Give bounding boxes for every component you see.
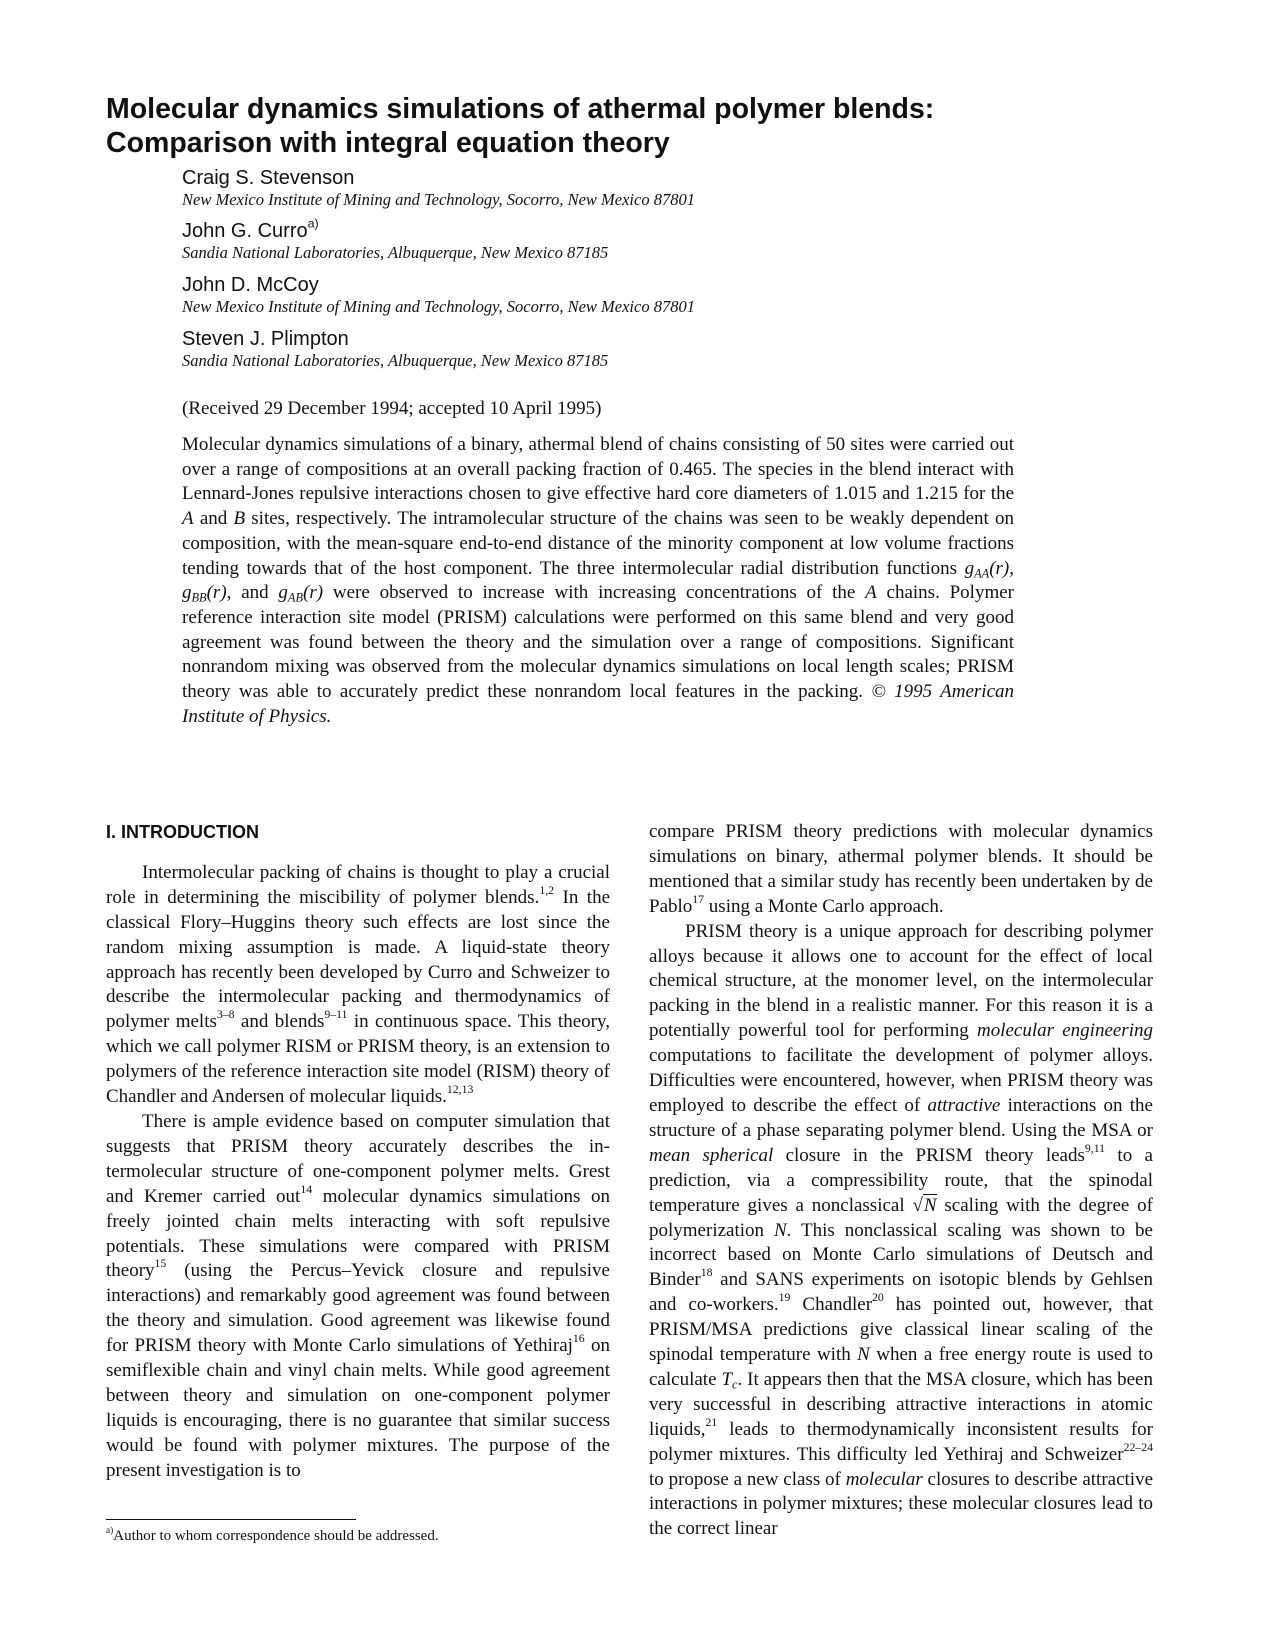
math-t: T: [721, 1368, 733, 1390]
left-column: [106, 820, 610, 1484]
citation: 16: [572, 1332, 585, 1346]
author-block-4: [182, 327, 1082, 371]
citation: 12,13: [446, 1083, 474, 1097]
footnote-mark: a): [106, 1526, 114, 1537]
right-column: [649, 820, 1153, 1542]
citation: 1,2: [539, 883, 555, 897]
author-name: Steven J. Plimpton: [182, 328, 349, 350]
author-block-2: [182, 216, 1082, 263]
footnote-rule: [106, 1519, 356, 1520]
author-affiliation: New Mexico Institute of Mining and Technology, Socorro, New Mexico 87801: [182, 190, 695, 209]
citation: 19: [778, 1291, 791, 1305]
citation: 22–24: [1123, 1440, 1153, 1454]
author-block-3: [182, 273, 1082, 317]
citation: 18: [700, 1266, 713, 1280]
author-name: John D. McCoy: [182, 274, 319, 296]
footnote: [106, 1528, 439, 1545]
citation: 20: [872, 1291, 884, 1305]
math-n: N: [857, 1344, 870, 1366]
author-block-1: [182, 166, 1082, 210]
paragraph: PRISM theory is a unique approach for describing polymer alloys because it allows one to account for the effect of local chemical structure, at the monomer level, on the intermolecular packing in the blend in a realistic manner. For this reason it is a potentially powerful tool for performing molecular engineering computations to facilitate the development of polymer alloys. Difficulties were encountered, however, when PRISM theory was employed to describe the effect of attractive interactions on the structure of a phase separating polymer blend. Using the MSA or mean spherical closure in the PRISM theory leads$^{9,11}$ to a prediction, via a compressibility route, that the spinodal temperature gives a nonclassical √N scaling with the degree of polymerization N. This nonclassical scaling was shown to be incorrect based on Monte Carlo simulations of Deutsch and Binder$^{18}$ and SANS experiments on isotopic blends by Gehlsen and co-workers.$^{19}$ Chandler$^{20}$ has pointed out, however, that PRISM/MSA predictions give classical linear scaling of the spinodal temperature with N when a free energy route is used to calculate $T_c$. It appears then that the MSA closure, which has been very successful in describing attractive interactions in atomic liquids,$^{21}$ leads to thermodynamically inconsistent results for polymer mixtures. This difficulty led Yethiraj and Schweizer$^{22-24}$ to propose a new class of molecular closures to describe attractive interactions in polymer mixtures; these molecular closures lead to the correct linear: [649, 920, 1154, 1540]
math-n: N: [923, 1194, 937, 1216]
received-dates: (Received 29 December 1994; accepted 10 April 1995): [182, 398, 602, 419]
author-name-text: John G. Curro: [182, 220, 308, 242]
paragraph: compare PRISM theory predictions with molecular dynamics simulations on binary, athermal polymer blends. It should be mentioned that a similar study has recently been undertaken by de Pablo$^{17}$ using a Monte Carlo approach.: [649, 821, 1153, 917]
title-line-2: Comparison with integral equation theory: [106, 127, 670, 159]
citation: 14: [300, 1182, 313, 1196]
author-affiliation: Sandia National Laboratories, Albuquerque, New Mexico 87185: [182, 351, 609, 370]
citation: 3–8: [216, 1008, 235, 1022]
section-heading: I. INTRODUCTION: [106, 822, 259, 842]
paragraph: There is ample evidence based on computer simulation that suggests that PRISM theory accurately describes the intermolecular structure of one-component polymer melts. Grest and Kremer carried out$^{14}$ molecular dynamics simulations on freely jointed chain melts interacting with soft repulsive potentials. These simulations were compared with PRISM theory$^{15}$ (using the Percus–Yevick closure and repulsive interactions) and remarkably good agreement was found between the theory and simulation. Good agreement was likewise found for PRISM theory with Monte Carlo simulations of Yethiraj$^{16}$ on semiflexible chain and vinyl chain melts. While good agreement between theory and simulation on one-component polymer liquids is encouraging, there is no guarantee that similar success would be found with polymer mixtures. The purpose of the present investigation is to: [106, 1110, 611, 1481]
author-affiliation: Sandia National Laboratories, Albuquerque, New Mexico 87185: [182, 243, 609, 262]
paragraph: Intermolecular packing of chains is thought to play a crucial role in determining the miscibility of polymer blends.$^{1,2}$ In the classical Flory–Huggins theory such effects are lost since the random mixing assumption is made. A liquid-state theory approach has recently been developed by Curro and Schweizer to describe the intermolecular packing and thermodynamics of polymer melts$^{3-8}$ and blends$^{9-11}$ in continuous space. This theory, which we call polymer RISM or PRISM theory, is an extension to polymers of the reference interaction site model (RISM) theory of Chandler and Andersen of molecular liquids.$^{12,13}$: [106, 861, 610, 1108]
paper-title: [106, 92, 1106, 160]
copyright-notice: © 1995 American Institute of Physics.: [182, 681, 1014, 727]
math-n: N: [773, 1219, 787, 1241]
citation: 9,11: [1084, 1141, 1106, 1155]
author-name: Craig S. Stevenson: [182, 167, 355, 189]
citation: 17: [692, 892, 705, 906]
abstract: Molecular dynamics simulations of a binary, athermal blend of chains consisting of 50 sites were carried out over a range of compositions at an overall packing fraction of 0.465. The species in the blend interact with Lennard-Jones repulsive interactions chosen to give effective hard core diameters of 1.015 and 1.215 for the A and B sites, respectively. The intramolecular structure of the chains was seen to be weakly dependent on composition, with the mean-square end-to-end distance of the minority component at low volume fractions tending towards that of the host component. The three intermolecular radial distribution functions $g_{AA}(r)$, $g_{BB}(r)$, and $g_{AB}(r)$ were observed to increase with increasing concentrations of the A chains. Polymer reference interaction site model (PRISM) calculations were performed on this same blend and very good agreement was found between the theory and the simulation over a range of compositions. Significant nonrandom mixing was observed from the molecular dynamics simulations on local length scales; PRISM theory was able to accurately predict these nonrandom local features in the packing. © 1995 American Institute of Physics.: [182, 434, 1015, 727]
citation: 21: [705, 1415, 718, 1429]
title-line-1: Molecular dynamics simulations of athermal polymer blends:: [106, 93, 935, 125]
author-affiliation: New Mexico Institute of Mining and Technology, Socorro, New Mexico 87801: [182, 297, 695, 316]
citation: 15: [154, 1257, 167, 1271]
citation: 9–11: [324, 1008, 348, 1022]
author-footnote-mark: a): [307, 216, 319, 231]
author-name: [182, 216, 1082, 243]
footnote-text: Author to whom correspondence should be addressed.: [113, 1528, 439, 1544]
